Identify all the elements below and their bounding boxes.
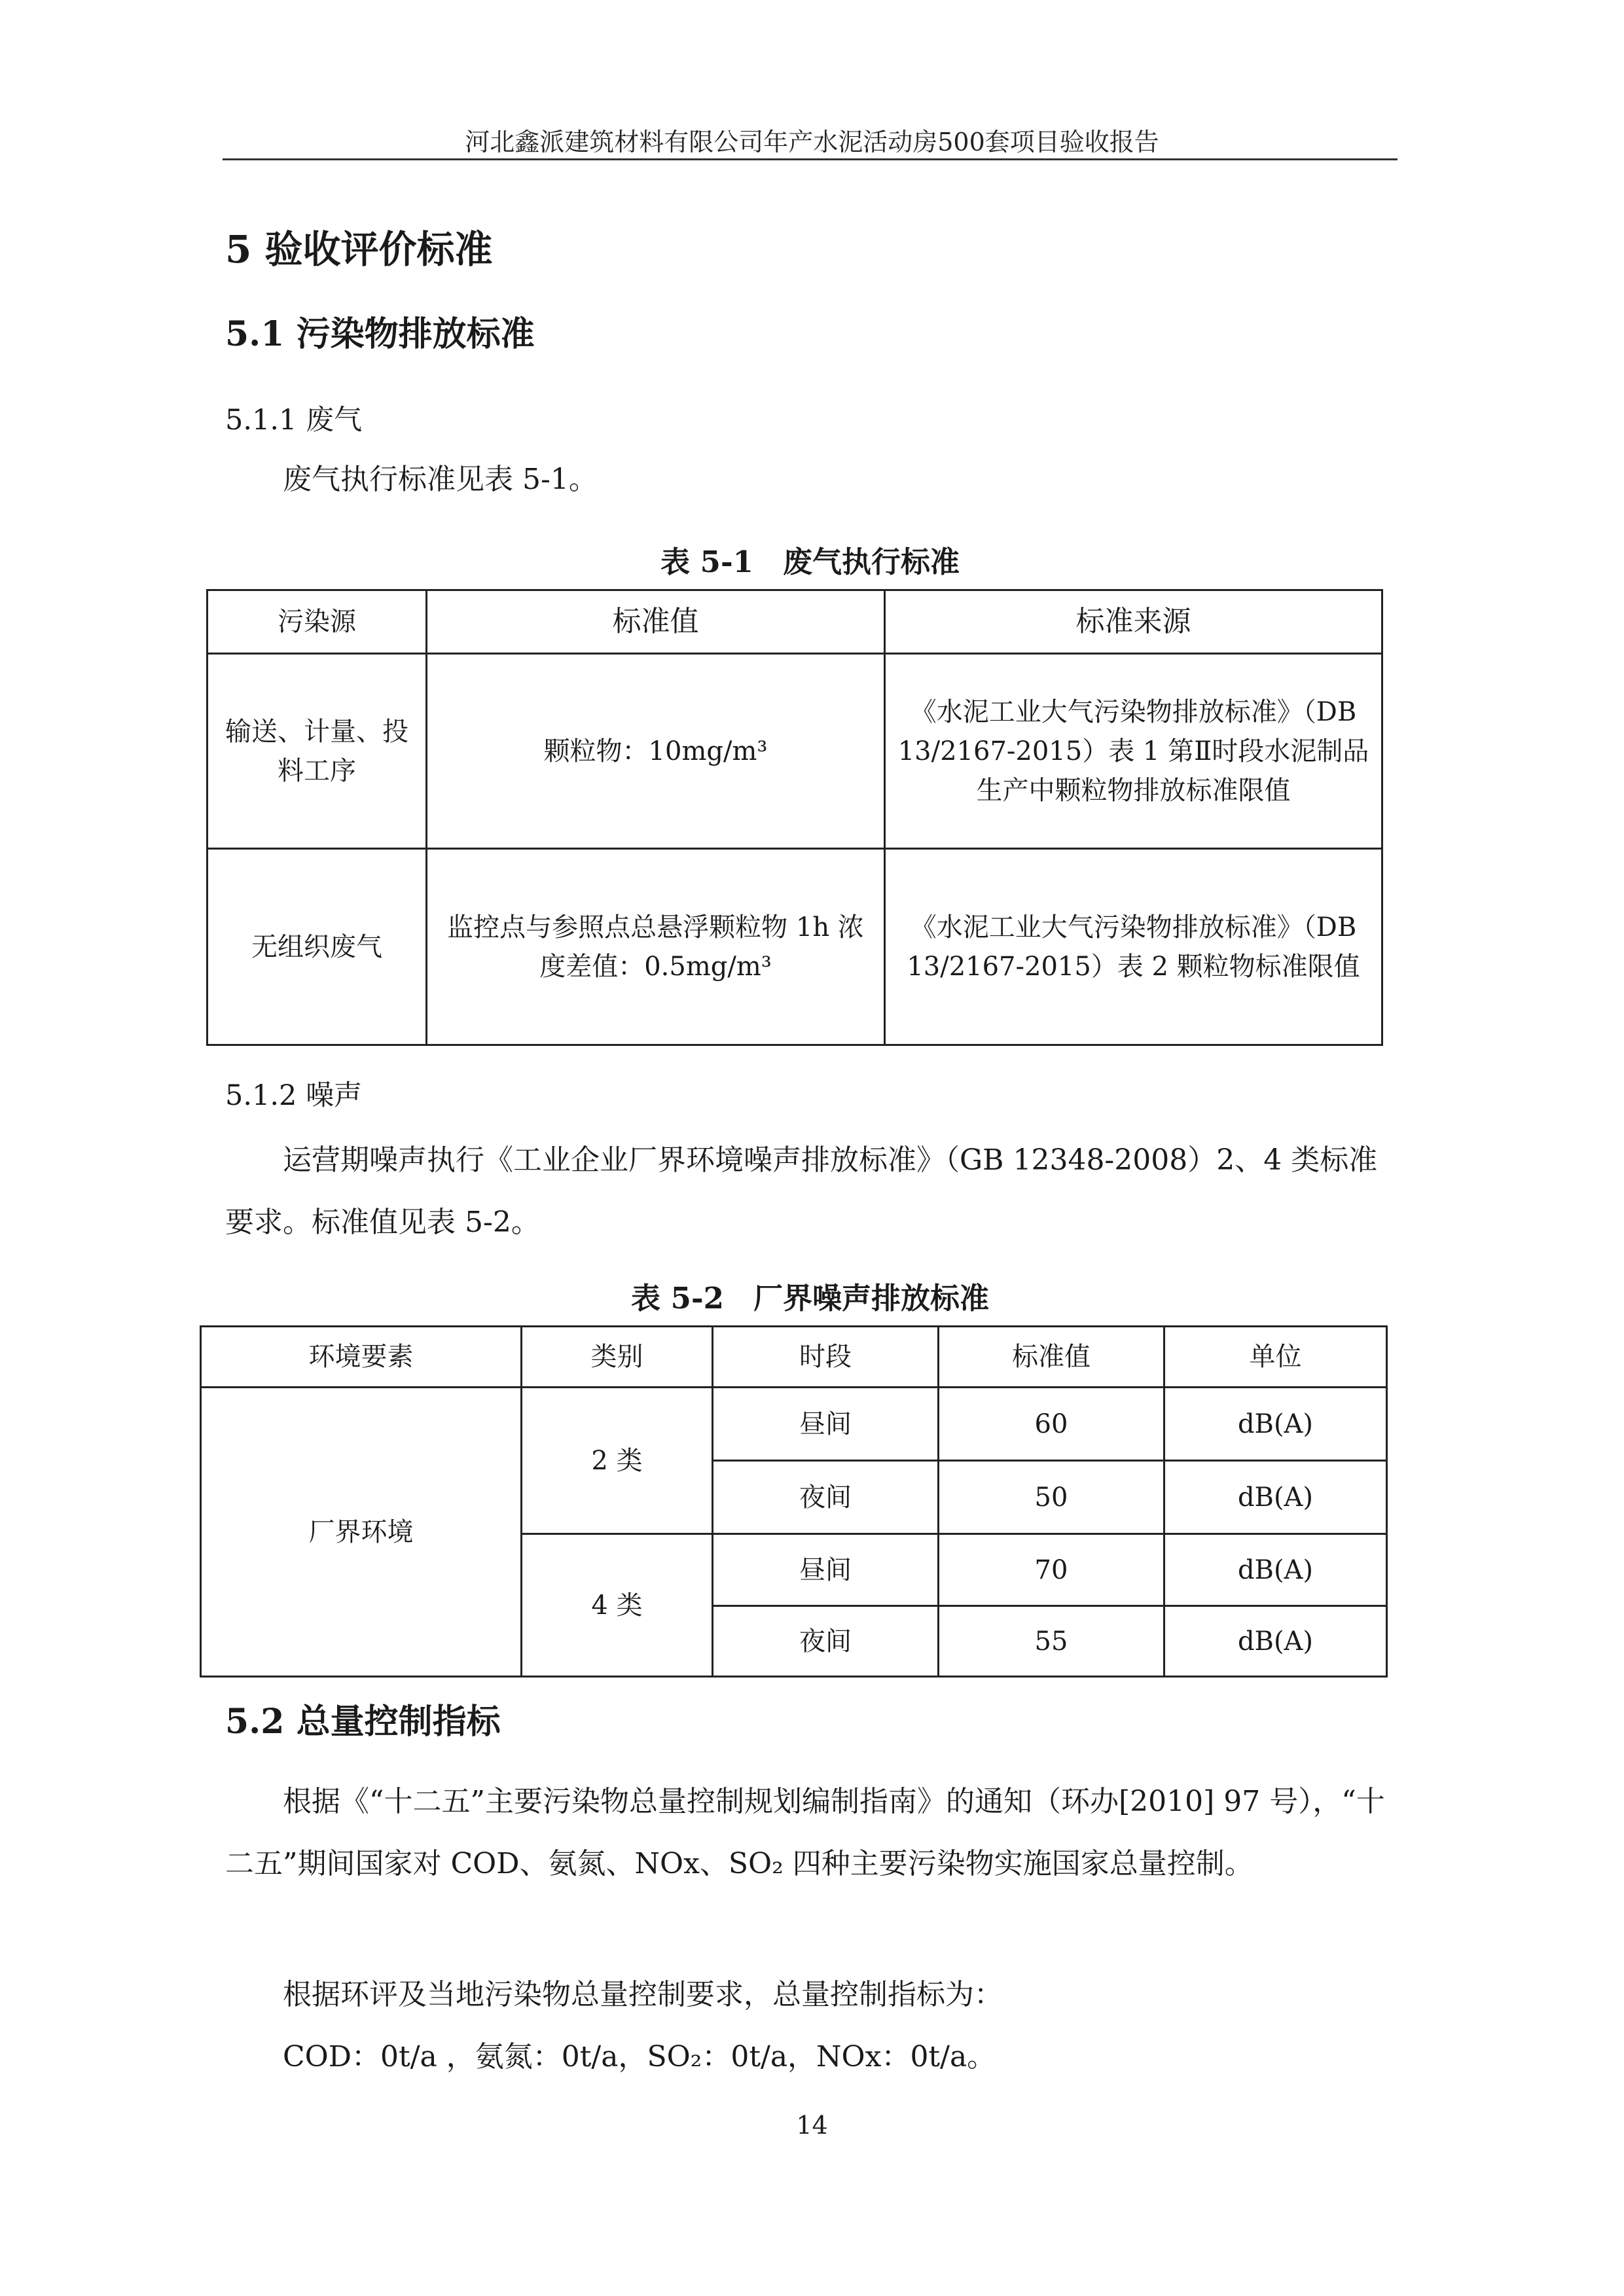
- section-5-1-2-heading: 5.1.2 噪声: [225, 1079, 363, 1112]
- column-header-value: 标准值: [427, 590, 885, 654]
- standard-value-cell: 颗粒物：10mg/m³: [427, 654, 885, 849]
- table-header-row: [208, 590, 1382, 654]
- limit-value-cell: 60: [939, 1388, 1164, 1461]
- section-5-2-heading: 5.2 总量控制指标: [225, 1702, 501, 1742]
- column-header-class: 类别: [522, 1327, 713, 1388]
- table-row: [208, 849, 1382, 1045]
- section-5-1-heading: 5.1 污染物排放标准: [225, 314, 535, 354]
- standard-value-cell: 监控点与参照点总悬浮颗粒物 1h 浓度差值：0.5mg/m³: [427, 849, 885, 1045]
- pollution-source-cell: 无组织废气: [208, 849, 427, 1045]
- limit-value-cell: 55: [939, 1606, 1164, 1677]
- limit-value-cell: 50: [939, 1461, 1164, 1534]
- section-5-1-1-heading: 5.1.1 废气: [225, 404, 363, 437]
- period-cell: 昼间: [713, 1534, 939, 1606]
- page-number: 14: [796, 2111, 828, 2140]
- column-header-source: 污染源: [208, 590, 427, 654]
- exhaust-standard-table: [206, 589, 1383, 1046]
- environment-element-cell: 厂界环境: [201, 1388, 522, 1677]
- header-divider: [223, 158, 1398, 160]
- table-5-2-caption: 表 5-2 厂界噪声排放标准: [631, 1281, 989, 1316]
- noise-standard-table: [200, 1325, 1388, 1677]
- unit-cell: dB(A): [1164, 1606, 1387, 1677]
- exhaust-intro-paragraph: 废气执行标准见表 5-1。: [283, 463, 598, 496]
- noise-class-cell: 2 类: [522, 1388, 713, 1534]
- standard-origin-cell: 《水泥工业大气污染物排放标准》（DB 13/2167-2015）表 1 第Ⅱ时段水泥制品生产中颗粒物排放标准限值: [885, 654, 1382, 849]
- pollution-source-cell: 输送、计量、投料工序: [208, 654, 427, 849]
- total-control-paragraph: 根据《“十二五”主要污染物总量控制规划编制指南》的通知（环办[2010] 97 号），“十二五”期间国家对 COD、氨氮、NOx、SO₂ 四种主要污染物实施国家总量控制。: [225, 1785, 1385, 1880]
- period-cell: 昼间: [713, 1388, 939, 1461]
- unit-cell: dB(A): [1164, 1534, 1387, 1606]
- noise-class-cell: 4 类: [522, 1534, 713, 1677]
- noise-standard-paragraph: 运营期噪声执行《工业企业厂界环境噪声排放标准》（GB 12348-2008）2、4 类标准要求。标准值见表 5-2。: [225, 1143, 1378, 1239]
- column-header-limit: 标准值: [939, 1327, 1164, 1388]
- table-header-row: [201, 1327, 1387, 1388]
- table-5-1-caption: 表 5-1 废气执行标准: [660, 545, 960, 579]
- section-5-heading: 5 验收评价标准: [225, 227, 493, 272]
- limit-value-cell: 70: [939, 1534, 1164, 1606]
- column-header-element: 环境要素: [201, 1327, 522, 1388]
- standard-origin-cell: 《水泥工业大气污染物排放标准》（DB 13/2167-2015）表 2 颗粒物标准限值: [885, 849, 1382, 1045]
- unit-cell: dB(A): [1164, 1461, 1387, 1534]
- running-header: 河北鑫派建筑材料有限公司年产水泥活动房500套项目验收报告: [465, 128, 1159, 156]
- table-row: [201, 1388, 1387, 1461]
- column-header-origin: 标准来源: [885, 590, 1382, 654]
- table-row: [208, 654, 1382, 849]
- period-cell: 夜间: [713, 1606, 939, 1677]
- control-requirement-paragraph: 根据环评及当地污染物总量控制要求，总量控制指标为：: [283, 1978, 1003, 2011]
- column-header-unit: 单位: [1164, 1327, 1387, 1388]
- period-cell: 夜间: [713, 1461, 939, 1534]
- control-indicator-values: COD：0t/a ，氨氮：0t/a，SO₂：0t/a，NOx：0t/a。: [283, 2040, 996, 2073]
- column-header-period: 时段: [713, 1327, 939, 1388]
- unit-cell: dB(A): [1164, 1388, 1387, 1461]
